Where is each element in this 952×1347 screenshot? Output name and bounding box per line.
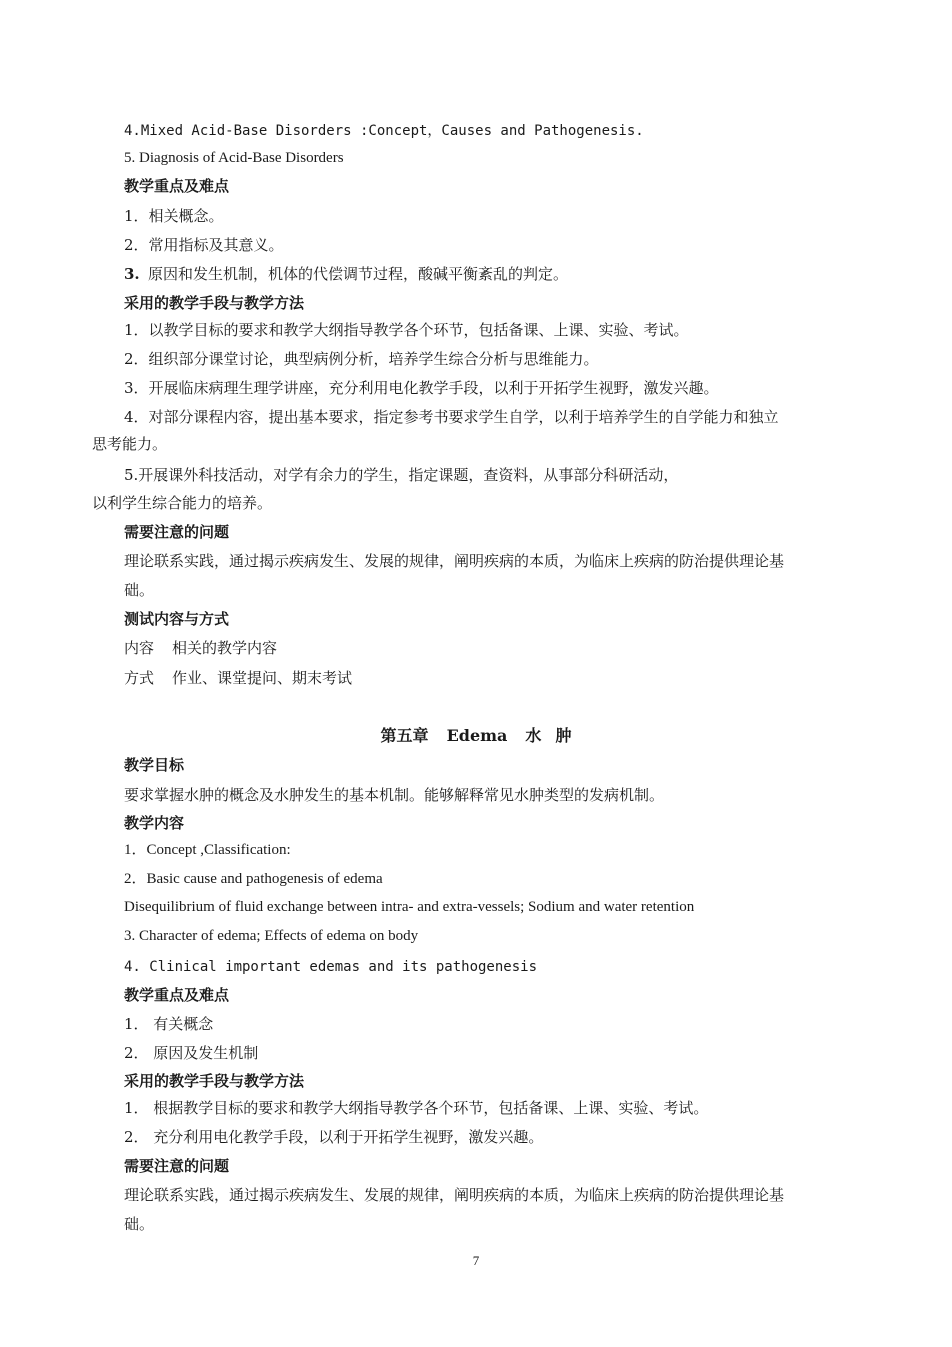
method-item: 2． 充分利用电化教学手段，以利于开拓学生视野，激发兴趣。	[124, 1128, 544, 1146]
key-point-item: 3. 原因和发生机制，机体的代偿调节过程，酸碱平衡紊乱的判定。	[124, 265, 569, 283]
section-heading-methods: 采用的教学手段与教学方法	[124, 294, 305, 312]
section-heading-key-points: 教学重点及难点	[124, 177, 230, 195]
section-heading-objectives: 教学目标	[124, 756, 185, 774]
key-point-item: 2． 原因及发生机制	[124, 1044, 259, 1062]
content-item: 3. Character of edema; Effects of edema on body	[124, 928, 419, 944]
content-item: 2．Basic cause and pathogenesis of edema	[124, 871, 383, 887]
section-heading-notes: 需要注意的问题	[124, 523, 230, 541]
method-item: 1． 根据教学目标的要求和教学大纲指导教学各个环节，包括备课、上课、实验、考试。	[124, 1099, 709, 1117]
content-item: Disequilibrium of fluid exchange between intra- and extra-vessels; Sodium and water retention	[124, 899, 695, 915]
key-point-item: 2．常用指标及其意义。	[124, 236, 284, 254]
objectives-text: 要求掌握水肿的概念及水肿发生的基本机制。能够解释常见水肿类型的发病机制。	[124, 786, 665, 804]
method-item: 2．组织部分课堂讨论，典型病例分析，培养学生综合分析与思维能力。	[124, 350, 599, 368]
section-heading-key-points: 教学重点及难点	[124, 986, 230, 1004]
content-item: 4. Clinical important edemas and its pathogenesis	[124, 959, 538, 975]
content-item-diagnosis: 5. Diagnosis of Acid-Base Disorders	[124, 150, 344, 166]
notes-text-continuation: 础。	[124, 581, 155, 599]
content-item-mixed-disorders: 4.Mixed Acid-Base Disorders :Concept，Causes and Pathogenesis.	[124, 123, 644, 139]
test-content-row: 内容 相关的教学内容	[124, 639, 278, 657]
method-item: 1．以教学目标的要求和教学大纲指导教学各个环节，包括备课、上课、实验、考试。	[124, 321, 689, 339]
section-heading-notes: 需要注意的问题	[124, 1157, 230, 1175]
chapter-title: 第五章 Edema 水 肿	[380, 726, 572, 745]
notes-text: 理论联系实践，通过揭示疾病发生、发展的规律，阐明疾病的本质，为临床上疾病的防治提供理论基	[124, 552, 785, 570]
content-item: 1．Concept ,Classification:	[124, 842, 291, 858]
notes-text-continuation: 础。	[124, 1215, 155, 1233]
test-method-row: 方式 作业、课堂提问、期末考试	[124, 669, 353, 687]
method-item-continuation: 以利学生综合能力的培养。	[92, 494, 273, 512]
key-point-item: 1． 有关概念	[124, 1015, 214, 1033]
method-item-continuation: 思考能力。	[92, 435, 168, 453]
page-number: 7	[472, 1253, 480, 1268]
section-heading-methods: 采用的教学手段与教学方法	[124, 1072, 305, 1090]
section-heading-test: 测试内容与方式	[124, 610, 230, 628]
method-item: 5.开展课外科技活动，对学有余力的学生，指定课题，查资料，从事部分科研活动，	[124, 466, 679, 484]
section-heading-content: 教学内容	[124, 814, 185, 832]
method-item: 3．开展临床病理生理学讲座，充分利用电化教学手段，以利于开拓学生视野，激发兴趣。	[124, 379, 719, 397]
notes-text: 理论联系实践，通过揭示疾病发生、发展的规律，阐明疾病的本质，为临床上疾病的防治提供理论基	[124, 1186, 785, 1204]
method-item: 4．对部分课程内容，提出基本要求，指定参考书要求学生自学，以利于培养学生的自学能力和独立	[124, 408, 779, 426]
key-point-item: 1．相关概念。	[124, 207, 224, 225]
